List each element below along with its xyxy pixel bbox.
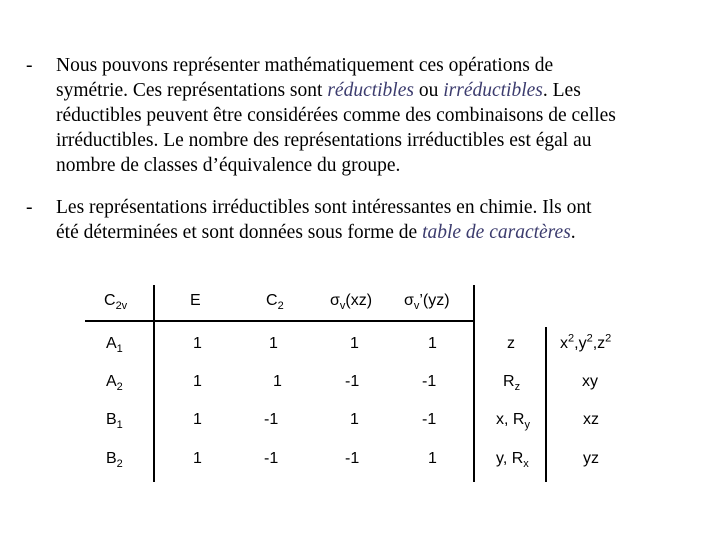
linear-function: x, $R_y$ [496, 411, 530, 432]
char-sigma-v: -1 [345, 373, 360, 390]
bullet-dash: - [26, 55, 33, 76]
char-sigma-v-prime: 1 [428, 335, 437, 352]
paragraph-1-line-5: nombre de classes d’équivalence du groupe. [56, 155, 401, 176]
paragraph-1-line-1: Nous pouvons représenter mathématiquement ces opérations de [56, 55, 554, 76]
term-irreductibles: irréductibles [443, 80, 543, 101]
char-e: 1 [193, 450, 202, 467]
char-sigma-v: 1 [350, 335, 359, 352]
char-e: 1 [193, 373, 202, 390]
row-label: $B_2$ [106, 450, 123, 471]
char-sigma-v-prime: -1 [422, 373, 437, 390]
char-c2: -1 [264, 411, 279, 428]
header-sigma-v-yz: $\sigma_v’(yz)$ [404, 292, 450, 313]
row-label: $A_1$ [106, 335, 123, 356]
header-e: E [190, 292, 201, 309]
paragraph-2-line-1: Les représentations irréductibles sont intéressantes en chimie. Ils ont [56, 197, 592, 218]
term-table-de-caracteres: table de caractères [422, 222, 571, 243]
char-sigma-v: 1 [350, 411, 359, 428]
char-sigma-v: -1 [345, 450, 360, 467]
paragraph-1-line-2: symétrie. Ces représentations sont réductibles ou irréductibles. Les [56, 80, 581, 101]
char-sigma-v-prime: -1 [422, 411, 437, 428]
quadratic-function: yz [583, 450, 599, 467]
char-sigma-v-prime: 1 [428, 450, 437, 467]
char-c2: 1 [273, 373, 282, 390]
header-c2: $C_2$ [266, 292, 284, 313]
row-label: $B_1$ [106, 411, 123, 432]
linear-function: $R_z$ [503, 373, 521, 394]
row-label: $A_2$ [106, 373, 123, 394]
quadratic-function: $x^2,y^2,z^2$ [560, 332, 612, 352]
characters-right-rule [473, 285, 475, 482]
paragraph-1-line-3: réductibles peuvent être considérées comme des combinaisons de celles [56, 105, 616, 126]
char-c2: 1 [269, 335, 278, 352]
label-column-rule [153, 285, 155, 482]
bullet-dash: - [26, 197, 33, 218]
quadratic-function: xz [583, 411, 599, 428]
functions-divider-rule [545, 327, 547, 482]
header-group: $C_{2v}$ [104, 292, 128, 313]
quadratic-function: xy [582, 373, 598, 390]
linear-function: z [507, 335, 515, 352]
header-rule [85, 320, 475, 322]
char-e: 1 [193, 411, 202, 428]
char-c2: -1 [264, 450, 279, 467]
paragraph-2-line-2: été déterminées et sont données sous forme de table de caractères. [56, 222, 576, 243]
paragraph-1-line-4: irréductibles. Le nombre des représentations irréductibles est égal au [56, 130, 592, 151]
header-sigma-v-xz: $\sigma_v(xz)$ [330, 292, 373, 313]
term-reductibles: réductibles [327, 80, 414, 101]
linear-function: y, $R_x$ [496, 450, 529, 471]
char-e: 1 [193, 335, 202, 352]
